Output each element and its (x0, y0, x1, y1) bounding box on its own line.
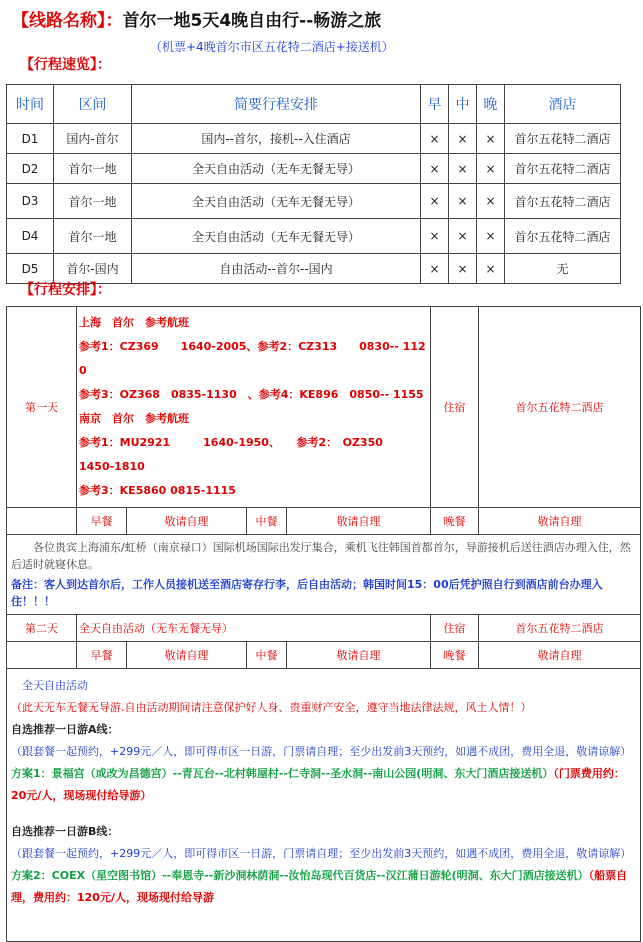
col-header: 简要行程安排 (132, 85, 421, 124)
table-row (7, 219, 621, 254)
line-a-title: 自选推荐一日游A线： (11, 723, 119, 736)
itinerary-table (6, 306, 641, 942)
flight-ref-line: 南京 首尔 参考航班 (79, 412, 189, 425)
breakfast-cell: × (421, 219, 449, 254)
plan-cell: 国内--首尔，接机--入住酒店 (132, 124, 421, 154)
route-cell: 首尔一地 (54, 184, 132, 219)
breakfast-value: 敬请自理 (127, 642, 247, 669)
col-header: 区间 (54, 85, 132, 124)
day1-meals-row (7, 508, 641, 535)
day2-detail-row (7, 669, 641, 942)
lunch-cell: × (449, 254, 477, 284)
route-title: 首尔一地5天4晚自由行--畅游之旅 (122, 11, 382, 31)
col-header: 时间 (7, 85, 54, 124)
dinner-cell: × (477, 219, 505, 254)
day-cell: D1 (7, 124, 54, 154)
day2-row (7, 615, 641, 642)
stay-label: 住宿 (431, 615, 479, 642)
plan2-route: 方案2：COEX（星空图书馆）--奉恩寺--新沙洞林荫洞--汝怡岛现代百货店--汉江蒲日游轮(明洞、东大门酒店接送机） (11, 869, 589, 882)
day2-hotel: 首尔五花特二酒店 (479, 615, 641, 642)
dinner-value: 敬请自理 (479, 642, 641, 669)
flight-ref-line: 1450-1810 (79, 460, 145, 473)
breakfast-label: 早餐 (77, 642, 127, 669)
breakfast-cell: × (421, 124, 449, 154)
stay-label: 住宿 (431, 307, 479, 508)
line-b-info: （跟套餐一起预约，+299元／人，即可得市区一日游，门票请自理；至少出发前3天预约，如遇不成团，费用全退，敬请谅解） (11, 847, 632, 860)
plan1-route: 方案1：景福宫（或改为昌德宫）--青瓦台--北村韩屋村--仁寺洞--圣水洞--南山公园(明洞、东大门酒店接送机） (11, 767, 554, 780)
line-a-info: （跟套餐一起预约，+299元／人，即可得市区一日游，门票请自理；至少出发前3天预约，如遇不成团，费用全退，敬请谅解） (11, 745, 632, 758)
plan-cell: 全天自由活动（无车无餐无导） (132, 219, 421, 254)
day1-flight-refs (77, 307, 431, 508)
day1-hotel: 首尔五花特二酒店 (479, 307, 641, 508)
overview-section-title: 【行程速览】： (20, 57, 111, 73)
lunch-cell: × (449, 124, 477, 154)
hotel-cell: 首尔五花特二酒店 (505, 184, 621, 219)
plan-cell: 全天自由活动（无车无餐无导） (132, 154, 421, 184)
plan-cell: 自由活动--首尔--国内 (132, 254, 421, 284)
dinner-value: 敬请自理 (479, 508, 641, 535)
day1-desc-row (7, 535, 641, 615)
breakfast-cell: × (421, 184, 449, 219)
day1-label: 第一天 (7, 307, 77, 508)
hotel-cell: 首尔五花特二酒店 (505, 154, 621, 184)
route-cell: 首尔一地 (54, 154, 132, 184)
day2-label: 第二天 (7, 615, 77, 642)
col-header: 晚 (477, 85, 505, 124)
table-row (7, 154, 621, 184)
hotel-cell: 首尔五花特二酒店 (505, 219, 621, 254)
safety-warning: （此天无车无餐无导游.自由活动期间请注意保护好人身、贵重财产安全，遵守当地法律法规，风土人情！） (11, 701, 532, 714)
lunch-value: 敬请自理 (287, 508, 431, 535)
day2-meals-row (7, 642, 641, 669)
dinner-cell: × (477, 124, 505, 154)
route-cell: 国内-首尔 (54, 124, 132, 154)
lunch-cell: × (449, 219, 477, 254)
dinner-label: 晚餐 (431, 508, 479, 535)
plan1-fee: （门票费用约：20元/人，现场现付给导游） (11, 767, 625, 802)
overview-table (6, 84, 621, 284)
dinner-label: 晚餐 (431, 642, 479, 669)
day1-description: 各位贵宾上海浦东/虹桥（南京禄口）国际机场国际出发厅集合，乘机飞往韩国首都首尔，导游接机后送往酒店办理入住，然后适时就寝休息。 (11, 541, 631, 571)
table-row (7, 124, 621, 154)
breakfast-value: 敬请自理 (127, 508, 247, 535)
hotel-cell: 无 (505, 254, 621, 284)
plan-cell: 全天自由活动（无车无餐无导） (132, 184, 421, 219)
flight-ref-line: 上海 首尔 参考航班 (79, 316, 189, 329)
flight-ref-line: 参考3：OZ368 0835-1130 、参考4：KE896 0850-- 1155 (79, 388, 424, 401)
flight-ref-line: 0 (79, 364, 87, 377)
hotel-cell: 首尔五花特二酒店 (505, 124, 621, 154)
day2-summary: 全天自由活动（无车无餐无导） (77, 615, 431, 642)
day-cell: D2 (7, 154, 54, 184)
dinner-cell: × (477, 184, 505, 219)
lunch-cell: × (449, 184, 477, 219)
flight-ref-line: 参考3：KE5860 0815-1115 (79, 484, 236, 497)
overview-header-row (7, 85, 621, 124)
day-cell: D4 (7, 219, 54, 254)
day-cell: D5 (7, 254, 54, 284)
lunch-label: 中餐 (247, 508, 287, 535)
table-row (7, 184, 621, 219)
route-cell: 首尔-国内 (54, 254, 132, 284)
breakfast-label: 早餐 (77, 508, 127, 535)
breakfast-cell: × (421, 254, 449, 284)
dinner-cell: × (477, 154, 505, 184)
route-subtitle: （机票+4晚首尔市区五花特二酒店+接送机） (150, 40, 394, 54)
col-header: 中 (449, 85, 477, 124)
breakfast-cell: × (421, 154, 449, 184)
col-header: 早 (421, 85, 449, 124)
flight-ref-line: 参考1：MU2921 1640-1950、 参考2： OZ350 (79, 436, 383, 449)
day-cell: D3 (7, 184, 54, 219)
lunch-label: 中餐 (247, 642, 287, 669)
lunch-cell: × (449, 154, 477, 184)
lunch-value: 敬请自理 (287, 642, 431, 669)
day1-note: 备注：客人到达首尔后，工作人员接机送至酒店寄存行李，后自由活动；韩国时间15：00后凭护照自行到酒店前台办理入住！！！ (11, 578, 603, 608)
plan2-fee: （船票自理，费用约：120元/人，现场现付给导游 (11, 869, 628, 904)
flight-ref-line: 参考1：CZ369 1640-2005、参考2：CZ313 0830-- 112 (79, 340, 426, 353)
detail-section-title: 【行程安排】： (20, 282, 111, 298)
dinner-cell: × (477, 254, 505, 284)
col-header: 酒店 (505, 85, 621, 124)
route-header (12, 6, 381, 31)
route-label: 【线路名称】： (12, 11, 123, 31)
free-activity-title: 全天自由活动 (11, 679, 88, 692)
route-cell: 首尔一地 (54, 219, 132, 254)
day1-row (7, 307, 641, 508)
line-b-title: 自选推荐一日游B线： (11, 825, 119, 838)
